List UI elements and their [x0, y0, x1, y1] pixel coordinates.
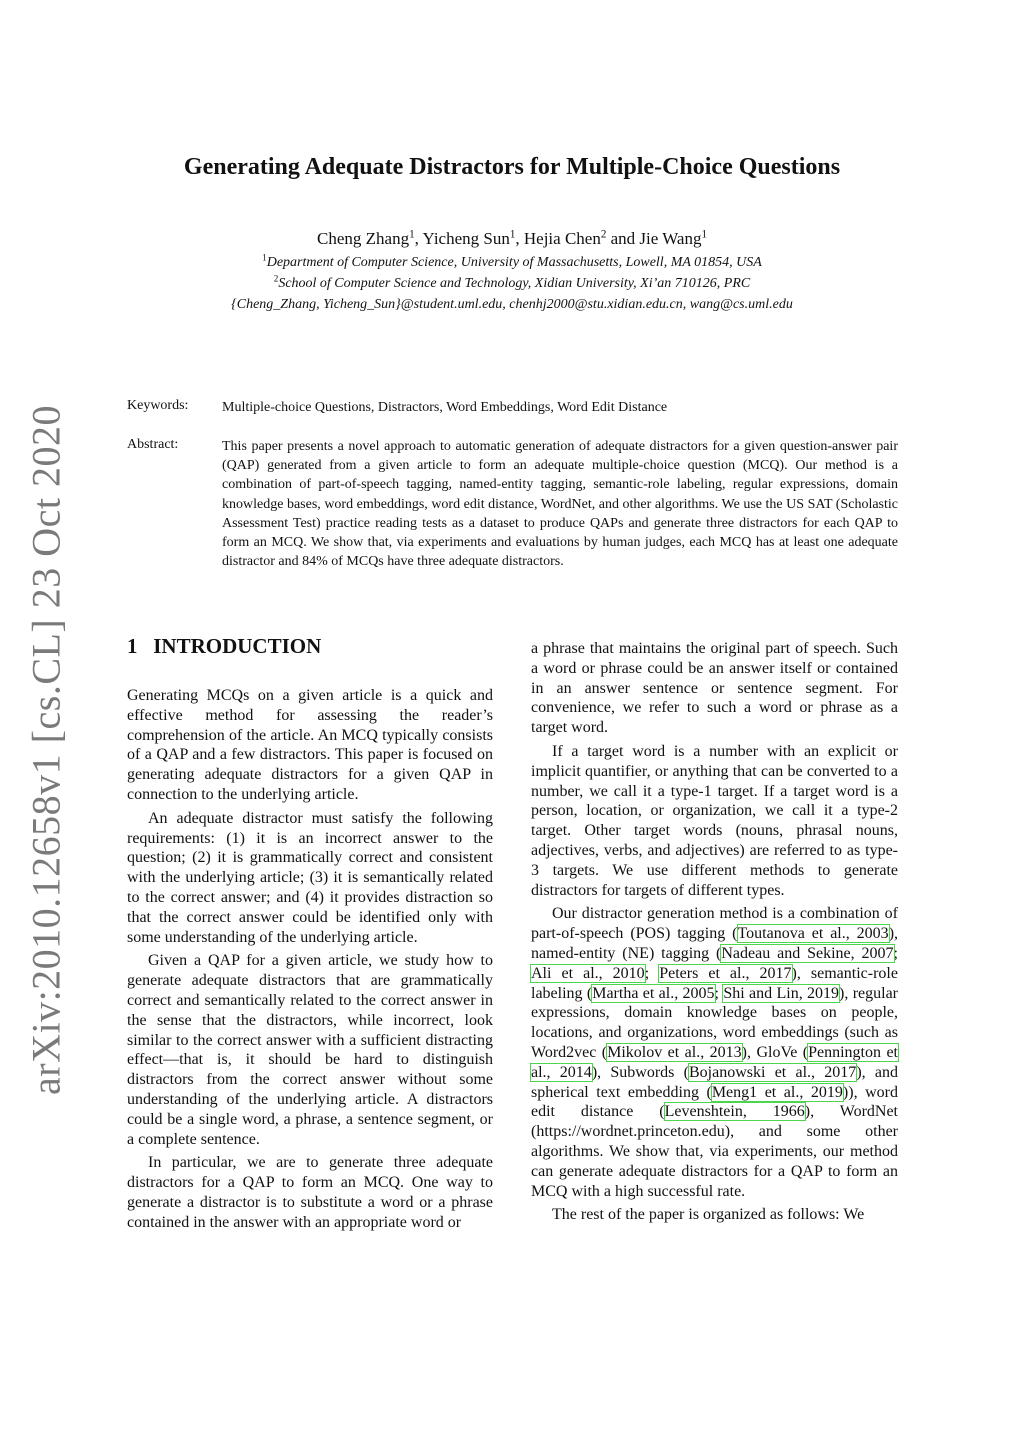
- citation-link[interactable]: Martha et al., 2005: [592, 984, 715, 1002]
- paragraph: If a target word is a number with an explicit or implicit quantifier, or anything that can be converted to a number, we call it a type-1 target. If a target word is a person, location, or organization, we call it a type-2 target. Other target words (nouns, phrasal nouns, adjectives, verbs, and adjectives) are referred to as type-3 targets. We use different methods to generate distractors for targets of different types.: [531, 742, 898, 899]
- keywords-text: Multiple-choice Questions, Distractors, Word Embeddings, Word Edit Distance: [222, 400, 668, 415]
- affiliation-1: $^1$Department of Computer Science, University of Massachusetts, Lowell, MA 01854, USA: [262, 252, 762, 270]
- citation-link[interactable]: Mikolov et al., 2013: [607, 1043, 742, 1061]
- paper-title: Generating Adequate Distractors for Multiple-Choice Questions: [183, 154, 841, 180]
- section-number: 1: [127, 634, 138, 658]
- abstract-label: Abstract:: [127, 437, 179, 452]
- paragraph-with-citations: Our distractor generation method is a combination of part-of-speech (POS) tagging (Toutanova et al., 2003), named-entity (NE) tagging (Nadeau and Sekine, 2007; Ali et al., 2010; Peters et al., 2017), semantic-role labeling (Martha et al., 2005; Shi and Lin, 2019), regular expressions, domain knowledge bases on people, locations, and organizations, word embeddings (such as Word2vec (Mikolov et al., 2013), GloVe (Pennington et al., 2014), Subwords (Bojanowski et al., 2017), and spherical text embedding (Meng1 et al., 2019)), word edit distance (Levenshtein, 1966), WordNet (https://wordnet.princeton.edu), and some other algorithms. We show that, via experiments, our method can generate adequate distractors for a QAP to form an MCQ with a high successful rate.: [531, 905, 899, 1200]
- citation-link[interactable]: Toutanova et al., 2003: [737, 925, 889, 943]
- abstract-text: This paper presents a novel approach to automatic generation of adequate distractors for a given question-answer pair (QAP) generated from a given article to form an adequate multiple-choice question (MCQ). Our method is a combination of part-of-speech tagging, named-entity tagging, semantic-role labeling, regular expressions, domain knowledge bases, word embeddings, word edit distance, WordNet, and other algorithms. We use the US SAT (Scholastic Assessment Test) practice reading tests as a dataset to produce QAPs and generate three distractors for each QAP to form an MCQ. We show that, via experiments and evaluations by human judges, each MCQ has at least one adequate distractor and 84% of MCQs have three adequate distractors.: [222, 439, 898, 570]
- author-name: Hejia Chen: [523, 229, 601, 248]
- citation-link[interactable]: Pennington et al., 2014: [531, 1043, 898, 1081]
- section-heading: [127, 634, 321, 659]
- right-column: [531, 639, 898, 1225]
- citation-link[interactable]: Shi and Lin, 2019: [723, 984, 840, 1002]
- citation-link[interactable]: Bojanowski et al., 2017: [689, 1063, 857, 1081]
- left-column: [127, 686, 493, 1233]
- paragraph: In particular, we are to generate three adequate distractors for a QAP to form an MCQ. One way to generate a distractor is to substitute a word or a phrase contained in the answer with an appropriate word or: [127, 1154, 493, 1231]
- paragraph: The rest of the paper is organized as follows: We: [552, 1206, 865, 1224]
- author-name: Cheng Zhang: [317, 229, 410, 248]
- arxiv-sidebar: [0, 0, 90, 1448]
- paragraph: Generating MCQs on a given article is a quick and effective method for assessing the reader’s comprehension of the article. An MCQ typically consists of a QAP and a few distractors. This paper is focused on generating adequate distractors for a given QAP in connection to the underlying article.: [127, 687, 493, 803]
- paragraph: An adequate distractor must satisfy the following requirements: (1) it is an incorrect answer to the question; (2) it is grammatically correct and consistent with the underlying article; (3) it is semantically related to the correct answer; and (4) it provides distraction so that the correct answer could be identified only with some understanding of the underlying article.: [127, 809, 493, 946]
- section-title: INTRODUCTION: [153, 634, 322, 658]
- citation-link[interactable]: Nadeau and Sekine, 2007: [721, 944, 894, 962]
- keywords-label: Keywords:: [127, 398, 189, 413]
- affiliation-2: $^2$School of Computer Science and Technology, Xidian University, Xi’an 710126, PRC: [273, 273, 751, 291]
- citation-link[interactable]: Meng1 et al., 2019: [711, 1083, 843, 1101]
- author-name: Yicheng Sun: [422, 229, 510, 248]
- arxiv-identifier: arXiv:2010.12658v1 [cs.CL] 23 Oct 2020: [23, 404, 69, 1096]
- citation-link[interactable]: Levenshtein, 1966: [664, 1103, 805, 1121]
- author-emails: {Cheng_Zhang, Yicheng_Sun}@student.uml.edu, chenhj2000@stu.xidian.edu.cn, wang@cs.uml.edu: [231, 297, 793, 312]
- citation-link[interactable]: Ali et al., 2010: [531, 964, 645, 982]
- paragraph: Given a QAP for a given article, we study how to generate adequate distractors that are grammatically correct and semantically related to the correct answer in the sense that the distractors, while incorrect, look similar to the correct answer with a sufficient distracting effect—that is, it should be hard to distinguish distractors from the correct answer without some understanding of the underlying article. A distractors could be a single word, a phrase, a sentence segment, or a complete sentence.: [127, 952, 493, 1148]
- author-name: Jie Wang: [639, 229, 702, 248]
- citation-link[interactable]: Peters et al., 2017: [659, 964, 792, 982]
- paragraph: a phrase that maintains the original part of speech. Such a word or phrase could be an answer itself or contained in an answer sentence or sentence segment. For convenience, we refer to such a word or phrase as a target word.: [531, 640, 898, 737]
- author-list: Cheng Zhang$^1$, Yicheng Sun$^1$, Hejia Chen$^2$ and Jie Wang$^1$: [317, 228, 707, 248]
